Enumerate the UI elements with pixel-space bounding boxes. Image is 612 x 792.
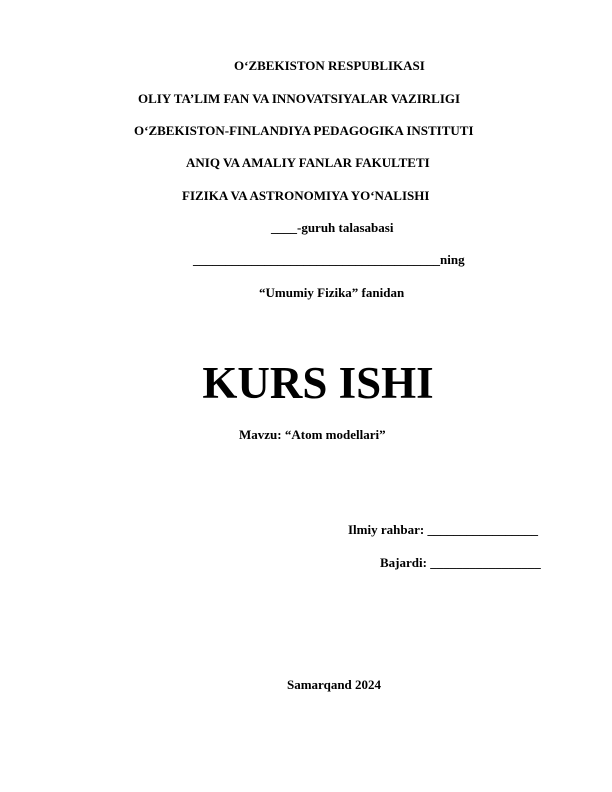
ministry-heading: OLIY TA’LIM FAN VA INNOVATSIYALAR VAZIRLIGI — [138, 91, 461, 106]
city-year: Samarqand 2024 — [287, 677, 382, 692]
student-name-line: ______________________________________ning — [193, 252, 465, 267]
supervisor-line: Ilmiy rahbar: _________________ — [348, 522, 538, 537]
group-line: ____-guruh talasabasi — [271, 220, 394, 235]
institute-heading: O‘ZBEKISTON-FINLANDIYA PEDAGOGIKA INSTITUTI — [134, 123, 474, 138]
topic-line: Mavzu: “Atom modellari” — [239, 427, 386, 442]
subject-line: “Umumiy Fizika” fanidan — [259, 285, 405, 300]
republic-heading: O‘ZBEKISTON RESPUBLIKASI — [234, 58, 425, 73]
faculty-heading: ANIQ VA AMALIY FANLAR FAKULTETI — [186, 155, 430, 170]
document-title: KURS ISHI — [202, 358, 434, 408]
performed-by-line: Bajardi: _________________ — [380, 555, 541, 570]
direction-heading: FIZIKA VA ASTRONOMIYA YO‘NALISHI — [182, 188, 430, 203]
